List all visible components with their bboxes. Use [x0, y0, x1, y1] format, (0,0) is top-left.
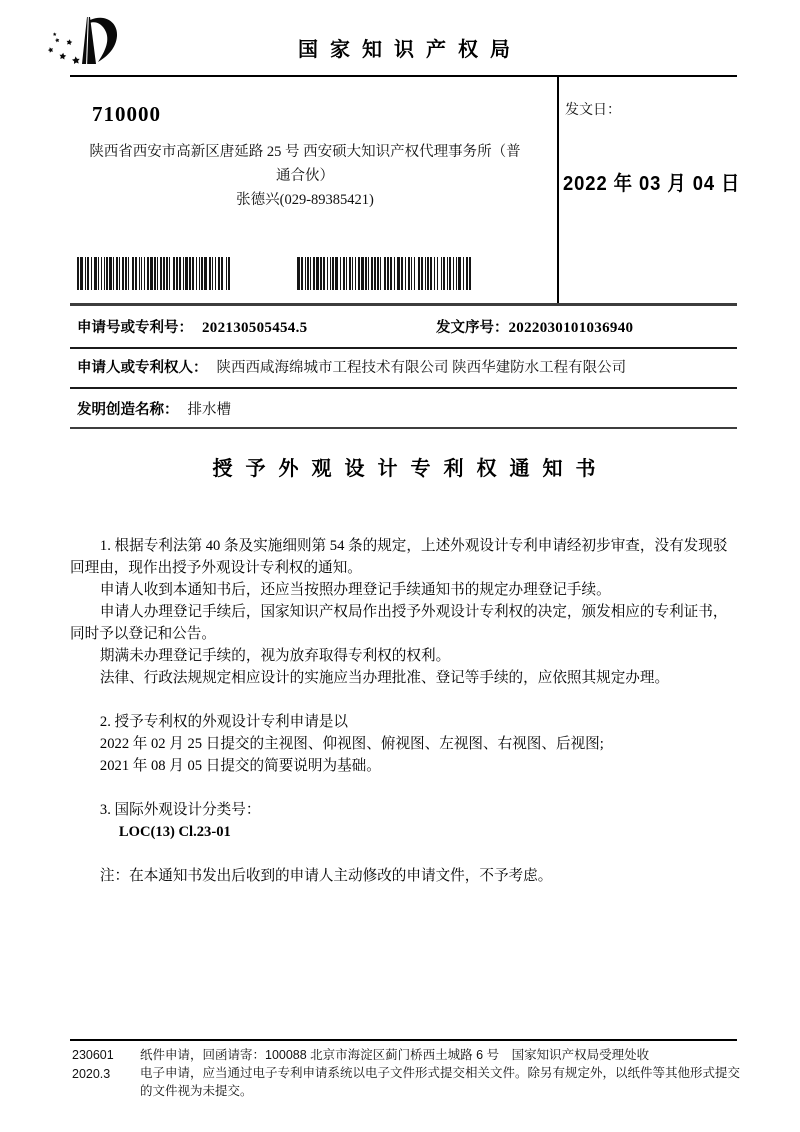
footer-form-codes	[72, 1046, 134, 1084]
application-number-row	[77, 316, 307, 337]
body-paragraph: 法律、行政法规规定相应设计的实施应当办理批准、登记等手续的，应依照其规定办理。	[99, 670, 670, 686]
footer-note-paper: 纸件申请，回函请寄：100088 北京市海淀区蓟门桥西土城路 6 号 国家知识产权局受理处收	[140, 1048, 650, 1062]
body-paragraph: 申请人办理登记手续后，国家知识产权局作出授予外观设计专利权的决定，颁发相应的专利证书，同时予以登记和公告。	[70, 604, 728, 642]
body-note: 注：在本通知书发出后收到的申请人主动修改的申请文件，不予考虑。	[99, 868, 553, 884]
footer-form-code: 2020.3	[72, 1067, 111, 1081]
body-paragraph: 申请人收到本通知书后，还应当按照办理登记手续通知书的规定办理登记手续。	[99, 582, 611, 598]
dispatch-date-label: 发文日：	[565, 103, 621, 118]
invention-name-label: 发明创造名称：	[77, 402, 179, 418]
invention-name-value: 排水槽	[187, 402, 231, 418]
table-rule-bottom	[70, 427, 737, 429]
dispatch-serial-value: 2022030101036940	[508, 320, 634, 336]
recipient-address	[84, 140, 526, 212]
body-paragraph: 期满未办理登记手续的，视为放弃取得专利权的权利。	[99, 648, 451, 664]
footer-rule	[70, 1039, 737, 1041]
applicant-label: 申请人或专利权人：	[77, 360, 208, 376]
applicant-row	[77, 356, 626, 377]
recipient-postcode: 710000	[92, 102, 161, 126]
footer-form-code: 230601	[72, 1048, 114, 1062]
application-number-label: 申请号或专利号：	[77, 320, 193, 336]
recipient-address-line1: 陕西省西安市高新区唐延路 25 号 西安硕大知识产权代理事务所（普	[89, 144, 521, 160]
footer-notes	[140, 1046, 746, 1100]
agency-title: 国家知识产权局	[298, 39, 522, 61]
body-paragraph: 2. 授予专利权的外观设计专利申请是以	[99, 714, 349, 730]
notice-body	[70, 535, 738, 887]
dispatch-date-value: 2022 年 03 月 04 日	[563, 173, 741, 195]
barcode-left	[77, 257, 260, 290]
recipient-address-line2: 通合伙）	[276, 168, 334, 184]
application-number-value: 202130505454.5	[202, 320, 308, 336]
body-paragraph: 2021 年 08 月 05 日提交的简要说明为基础。	[99, 758, 381, 774]
table-rule-2	[70, 347, 737, 349]
table-rule-3	[70, 387, 737, 389]
body-paragraph: 2022 年 02 月 25 日提交的主视图、仰视图、俯视图、左视图、右视图、后视图;	[99, 736, 604, 752]
header-rule	[70, 75, 737, 77]
barcode-right	[297, 257, 515, 290]
body-paragraph: 3. 国际外观设计分类号：	[99, 802, 261, 818]
table-vertical-divider	[557, 75, 559, 305]
body-paragraph: 1. 根据专利法第 40 条及实施细则第 54 条的规定，上述外观设计专利申请经初步审查，没有发现驳回理由，现作出授予外观设计专利权的通知。	[70, 538, 728, 576]
footer-note-electronic: 电子申请，应当通过电子专利申请系统以电子文件形式提交相关文件。除另有规定外，以纸件等其他形式提交的文件视为未提交。	[140, 1066, 741, 1098]
recipient-contact: 张德兴(029-89385421)	[236, 192, 374, 208]
dispatch-serial-label: 发文序号：	[436, 320, 509, 336]
table-rule-top	[70, 303, 737, 306]
notice-title: 授予外观设计专利权通知书	[212, 458, 609, 480]
loc-classification: LOC(13) Cl.23-01	[118, 824, 231, 840]
dispatch-serial-row	[436, 316, 633, 337]
applicant-value: 陕西西咸海绵城市工程技术有限公司 陕西华建防水工程有限公司	[216, 360, 627, 376]
invention-name-row	[77, 398, 231, 419]
